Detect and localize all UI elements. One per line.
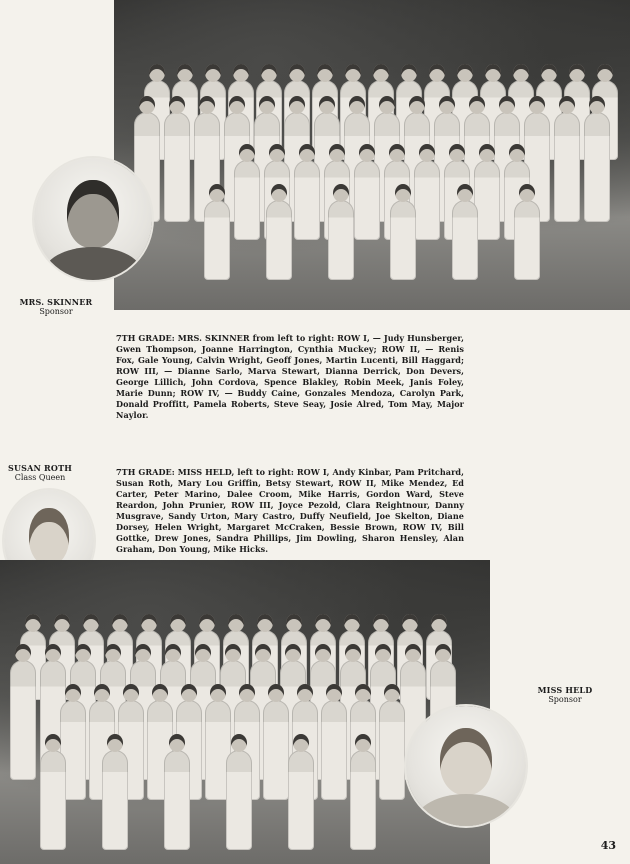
portrait-shoulders [43,247,142,280]
portrait-face [29,508,69,565]
sponsor-name: MISS HELD [537,685,593,695]
portrait-face [440,728,493,795]
portrait-face [67,180,119,248]
caption-body: from left to right: ROW I, — Judy Hunsberger, Gwen Thompson, Joanne Harrington, Cynthia Muckey; ROW II, — Renis Fox, Gale Young, Calvin Wright, Geoff Jones, Martin Lucenti, Bill Haggard; ROW III, — Dianne Sarlo, Marva Stewart, Dianna Derrick, Don Devers, George Lillich, John Cordova, Spence Blakley, Robin Meek, Janis Foley, Marie Dunn; ROW IV, — Buddy Caine, Gonzales Mendoza, Carolyn Park, Donald Proffitt, Pamela Roberts, Steve Seay, Josie Alred, Tom May, Major Naylor. [116,333,464,420]
student-figure [414,160,440,240]
student-figure [379,700,405,800]
student-figure [350,750,376,850]
caption-lead: 7TH GRADE: MISS HELD, [116,467,235,477]
caption-skinner [116,333,464,421]
student-figure [321,700,347,800]
sponsor-role: Sponsor [39,307,73,316]
class-photo-skinner [114,0,630,310]
caption-body: left to right: ROW I, Andy Kinbar, Pam Pritchard, Susan Roth, Mary Lou Griffin, Betsy Stewart, ROW II, Mike Mendez, Ed Carter, Peter Marino, Dalee Croom, Mike Harris, Gordon Ward, Steve Reardon, John Prunier, ROW III, Joyce Pezold, Clara Reightnour, Danny Musgrave, Sandy Urton, Mary Castro, Duffy Neufield, Joe Skelton, Diane Dorsey, Helen Wright, Margaret McCraken, Bessie Brown, ROW IV, Bill Gottke, Drew Jones, Sandra Phillips, Jim Dowling, Sharon Hensley, Alan Graham, Don Young, Mike Hicks. [116,467,464,554]
student-figure [554,112,580,222]
sponsor-role: Sponsor [548,695,582,704]
student-figure [234,160,260,240]
student-figure [40,750,66,850]
queen-role: Class Queen [14,473,66,482]
student-figure [102,750,128,850]
photo-figures [114,0,630,310]
portrait-shoulders [416,794,517,826]
queen-name: SUSAN ROTH [8,463,72,473]
student-figure [584,112,610,222]
queen-label [2,463,78,483]
student-figure [226,750,252,850]
student-figure [204,200,230,280]
student-figure [288,750,314,850]
student-figure [164,112,190,222]
sponsor-portrait-held [406,706,526,826]
student-figure [514,200,540,280]
sponsor-label-skinner [6,297,106,317]
student-figure [328,200,354,280]
sponsor-portrait-skinner [34,158,152,280]
caption-held [116,467,464,555]
student-figure [390,200,416,280]
student-figure [266,200,292,280]
student-figure [294,160,320,240]
student-figure [10,660,36,780]
page-number: 43 [600,839,616,852]
sponsor-name: MRS. SKINNER [19,297,93,307]
student-figure [263,700,289,800]
student-figure [354,160,380,240]
sponsor-label-held [510,685,620,705]
student-figure [164,750,190,850]
caption-lead: 7TH GRADE: MRS. SKINNER [116,333,250,343]
student-figure [452,200,478,280]
